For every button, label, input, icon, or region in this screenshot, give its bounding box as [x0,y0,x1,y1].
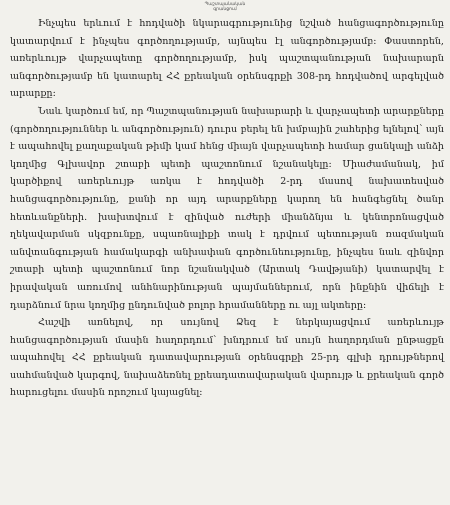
paragraph-2: Նաև կարծում եմ, որ Պաշտպանության նախարարի և վարչապետի արարքները (գործողություններ և անգործություն) դուրս բերել են խմբային շահերից ելնելով՝ այն է ապահովել քաղաքական թիմի կամ հենց միայն վարչապետի համար ցանկալի անձի կողմից Գլխավոր շտաբի պետի պաշտոնում նշանակելը: Միաժամանակ, իմ կարծիքով առերևույթ առկա է հոդվածի 2-րդ մասով նախատեսված հանցագործությունը, քանի որ այդ արարքները կարող են հանգեցնել ծանր հետևանքների. խախտվում է զինված ուժերի միանձնյա և կենտրոնացված ղեկավարման սկզբունքը, սպառնալիքի տակ է դրվում պետության ռազմական անվտանգության համակարգի անխափան գործունեությունը, ինչպես նաև զինվոր շտաբի պետի պաշտոնում նոր նշանակված (Արտակ Դավթյանի) կատարվել է իրավական առումով անհնարինության պայմաններում, որն ինքնին վիճելի է դարձնում նրա կողմից ընդունված բոլոր հրամանները ու այլ ակտերը: [10,105,444,311]
paragraph-1: Ինչպես երևում է հոդվածի նկարագրությունից նշված հանցագործությունը կատարվում է ինչպես գործողությամբ, այնպես էլ անգործությամբ: Փաստորեն, առերևույթ վարչապետը գործողությամբ, իսկ պաշտպանության նախարարն անգործությամբ են կատարել ՀՀ քրեական օրենսգրքի 308-րդ հոդվածով արգելված արարքը: [10,18,444,100]
header-line-1: Պաշտպանական [204,1,246,6]
page-header [0,2,450,11]
letter-body [10,15,444,402]
paragraph-3: Հաշվի առնելով, որ սույնով Ձեզ է ներկայացվում առերևույթ հանցագործության մասին հաղորդում՝ խնդրում եմ սույն հաղորդման ընթացքն ապահովել ՀՀ քրեական դատավարության օրենսգրքի 25-րդ գլխի դրույթներով սահմանված կարգով, նախաձեռնել քրեադատավարական վարույթ և քրեական գործ հարուցելու մասին որոշում կայացնել: [10,317,444,399]
header-line-2: գրանցում [213,5,237,11]
